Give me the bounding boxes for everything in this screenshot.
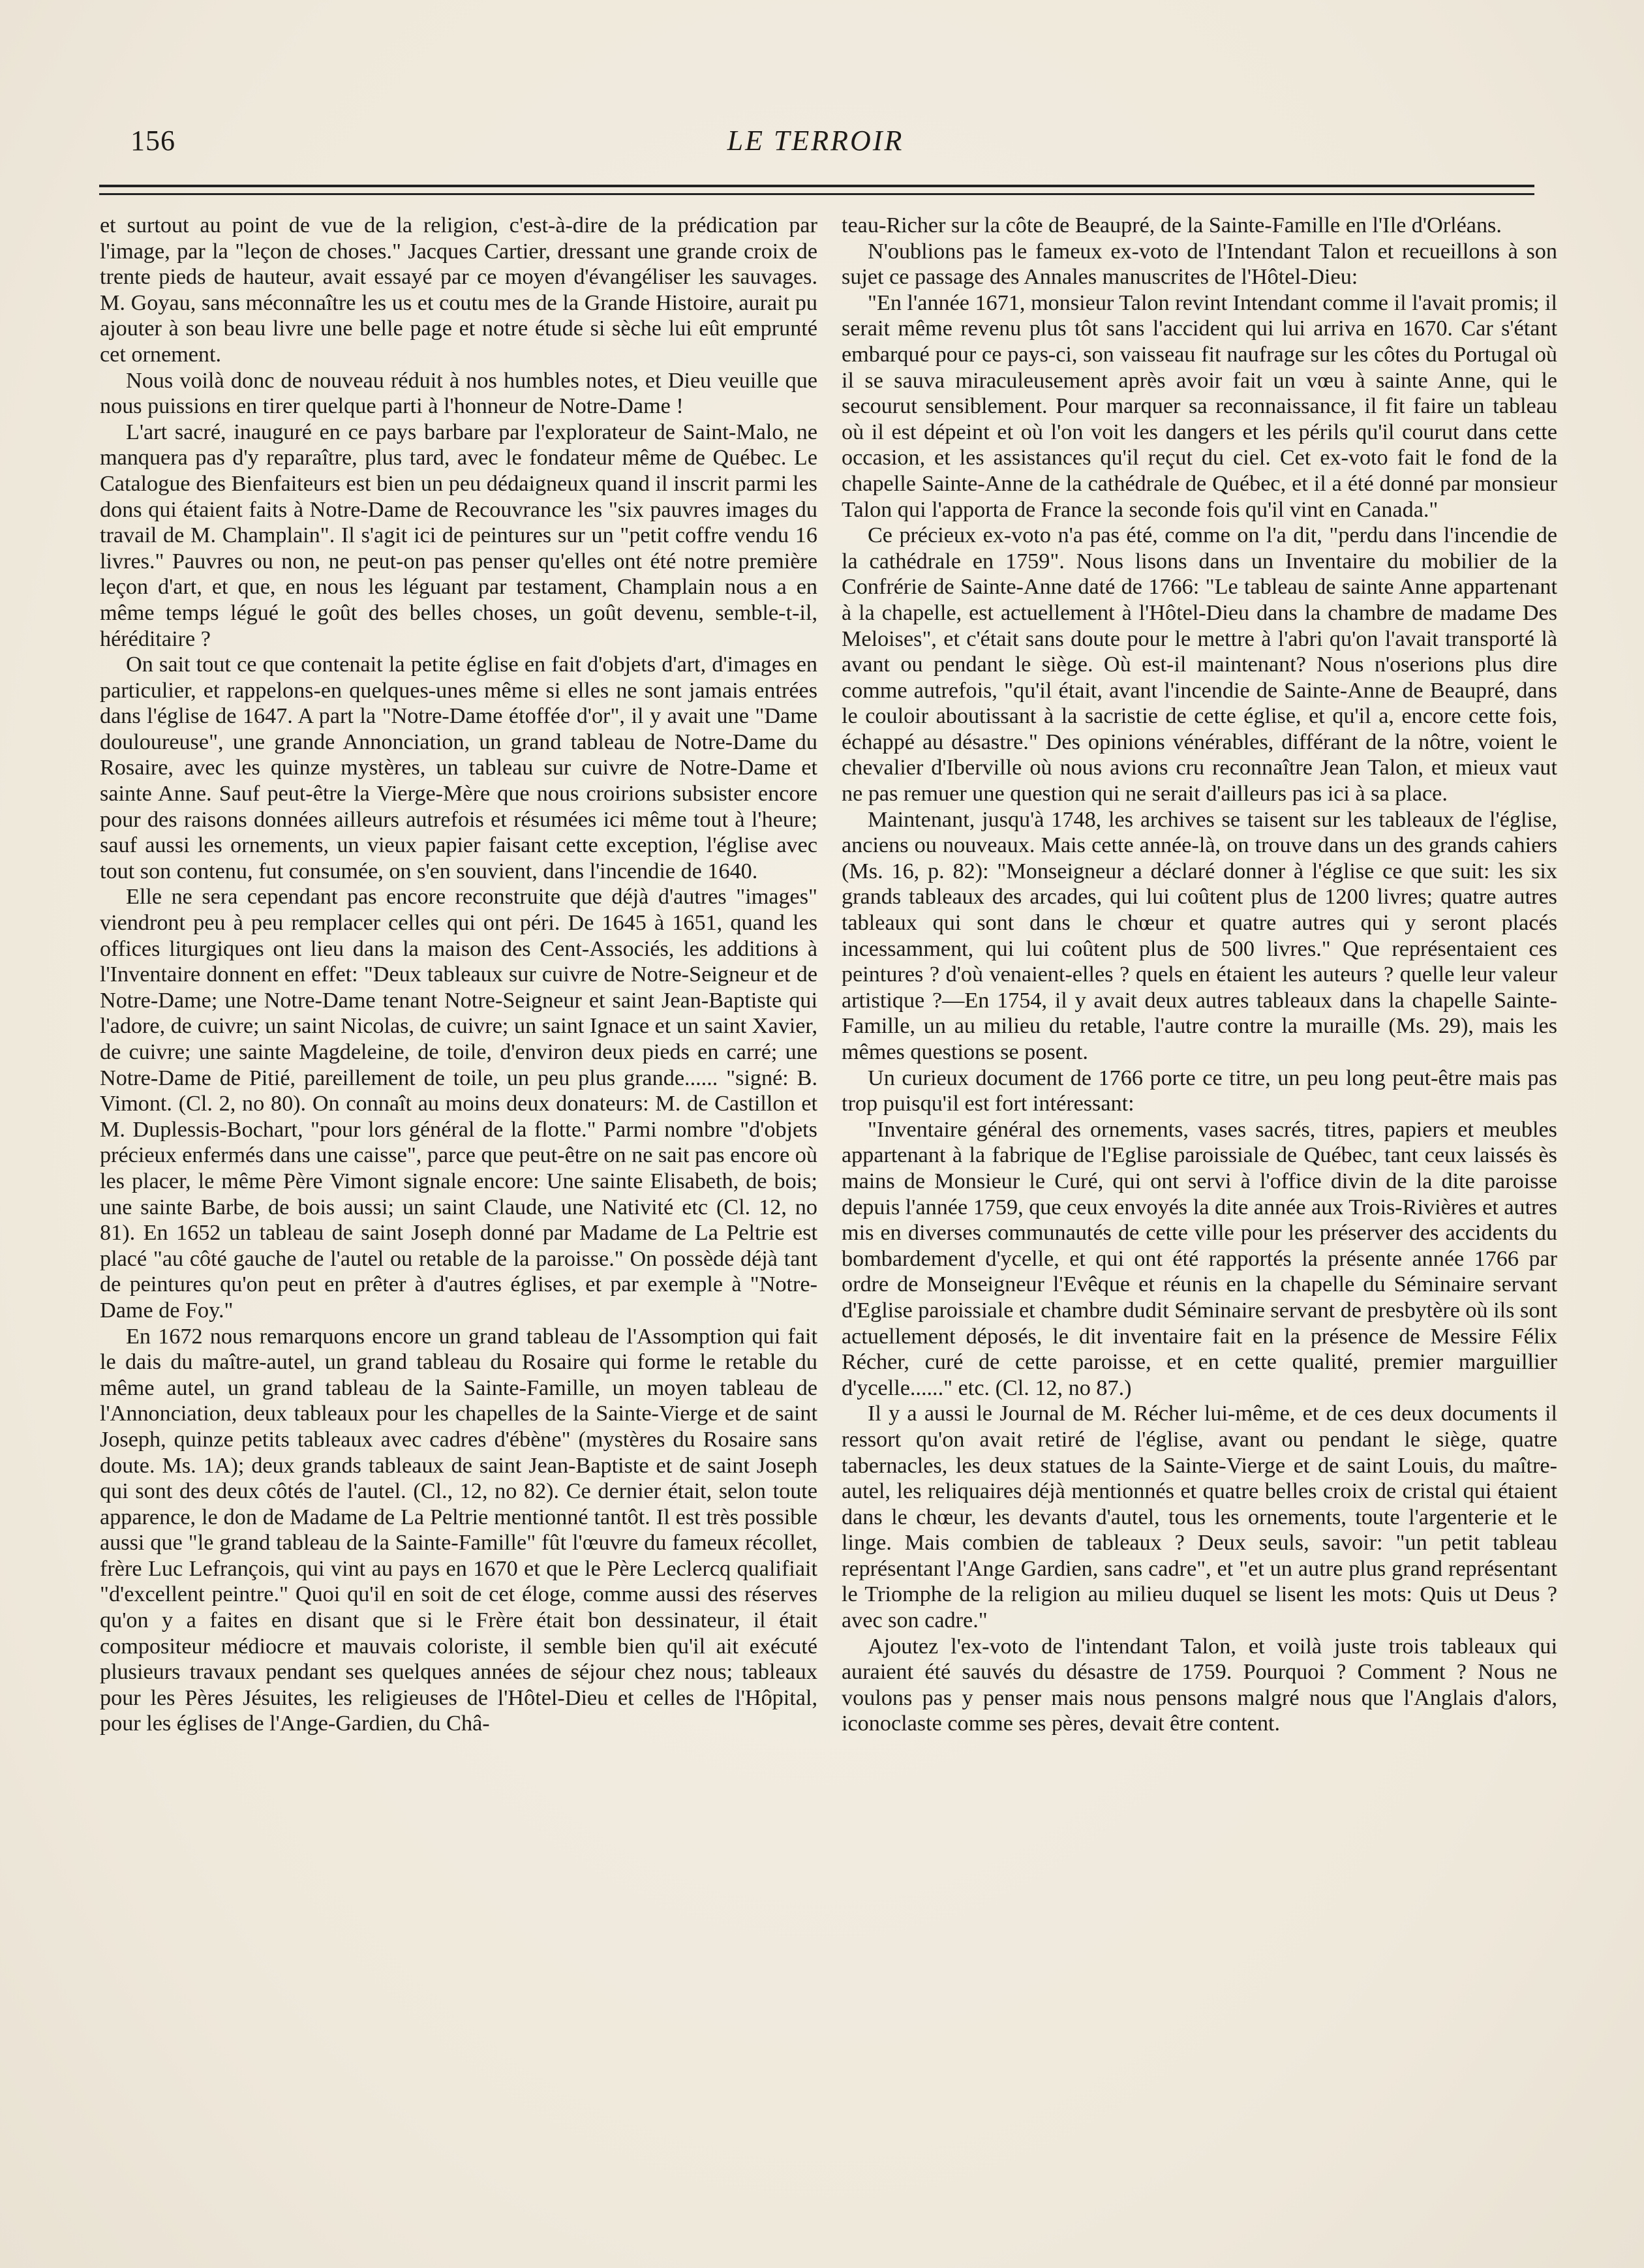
quoted-passage: "Inventaire général des ornements, vases sacrés, titres, papiers et meubles appartenant à la fabrique de l'Eglise paroissiale de Québec, tant ceux laissés ès mains de Monsieur le Curé, qui ont servi à l'office divin de la dite paroisse depuis l'année 1759, que ceux envoyés la dite année aux Trois-Rivières et autres mis en diverses communautés de cette ville pour les préserver des accidents du bombardement d'ycelle, et qui ont été rapportés la présente année 1766 par ordre de Monseigneur l'Evêque et réunis en la chapelle du Séminaire servant d'Eglise paroissiale et chambre dudit Séminaire servant de presbytère où ils sont actuellement déposés, le dit inventaire fait en la présence de Messire Félix Récher, curé de cette paroisse, et en cette qualité, premier marguillier d'ycelle......" etc. (Cl. 12, no 87.) — [842, 1117, 1558, 1400]
paragraph: Un curieux document de 1766 porte ce titre, un peu long peut-être mais pas trop puisqu'il est fort intéressant: — [842, 1065, 1557, 1116]
paragraph: On sait tout ce que contenait la petite église en fait d'objets d'art, d'images en particulier, et rappelons-en quelques-unes même si elles ne sont jamais entrées dans l'église de 1647. A part la "Notre-Dame étoffée d'or", il y avait une "Dame douloureuse", une grande Annonciation, un grand tableau de Notre-Dame du Rosaire, avec les quinze mystères, un tableau sur cuivre de Notre-Dame et sainte Anne. Sauf peut-être la Vierge-Mère que nous croirions subsister encore pour des raisons données ailleurs autrefois et résumées ici même tout à l'heure; sauf aussi les ornements, un vieux papier faisant cette exception, l'église avec tout son contenu, fut consumée, on s'en souvient, dans l'incendie de 1640. — [100, 652, 817, 883]
paragraph: Nous voilà donc de nouveau réduit à nos humbles notes, et Dieu veuille que nous puissions en tirer quelque parti à l'honneur de Notre-Dame ! — [100, 368, 817, 419]
header-rule-top — [99, 185, 1534, 187]
left-column — [100, 213, 817, 1737]
page-number: 156 — [130, 125, 175, 157]
paragraph: N'oublions pas le fameux ex-voto de l'Intendant Talon et recueillons à son sujet ce passage des Annales manuscrites de l'Hôtel-Dieu: — [842, 239, 1557, 290]
right-column — [842, 213, 1557, 1737]
header-rule-bottom — [99, 193, 1534, 195]
paragraph: Ce précieux ex-voto n'a pas été, comme on l'a dit, "perdu dans l'incendie de la cathédrale en 1759". Nous lisons dans un Inventaire du mobilier de la Confrérie de Sainte-Anne daté de 1766: "Le tableau de sainte Anne appartenant à la chapelle, est actuellement à l'Hôtel-Dieu dans la chambre de madame Des Meloises", et c'était sans doute pour le mettre à l'abri qu'on l'avait transporté là avant ou pendant le siège. Où est-il maintenant? Nous n'oserions plus dire comme autrefois, "qu'il était, avant l'incendie de Sainte-Anne de Beaupré, dans le couloir aboutissant à la sacristie de cette église, et qu'il a, encore cette fois, échappé au désastre." Des opinions vénérables, différant de la nôtre, voient le chevalier d'Iberville où nous avions cru reconnaître Jean Talon, et mieux vaut ne pas remuer une question qui ne serait d'ailleurs pas ici à sa place. — [842, 523, 1557, 806]
paragraph: Ajoutez l'ex-voto de l'intendant Talon, et voilà juste trois tableaux qui auraient été sauvés du désastre de 1759. Pourquoi ? Comment ? Nous ne voulons pas y penser mais nous pensons malgré nous que l'Anglais d'alors, iconoclaste comme ses pères, devait être content. — [842, 1634, 1557, 1736]
paragraph: Maintenant, jusqu'à 1748, les archives se taisent sur les tableaux de l'église, anciens ou nouveaux. Mais cette année-là, on trouve dans un des grands cahiers (Ms. 16, p. 82): "Monseigneur a déclaré donner à l'église ce que suit: les six grands tableaux des arcades, qui lui coûtent plus de 1200 livres; quatre autres tableaux qui sont dans le chœur et quatre autres qui y seront placés incessamment, qui lui coûtent plus de 500 livres." Que représentaient ces peintures ? d'où venaient-elles ? quels en étaient les auteurs ? quelle leur valeur artistique ?—En 1754, il y avait deux autres tableaux dans la chapelle Sainte-Famille, un au milieu du retable, l'autre contre la muraille (Ms. 29), mais les mêmes questions se posent. — [842, 807, 1557, 1064]
paragraph: et surtout au point de vue de la religion, c'est-à-dire de la prédication par l'image, par la "leçon de choses." Jacques Cartier, dressant une grande croix de trente pieds de hauteur, avait essayé par ce moyen d'évangéliser les sauvages. M. Goyau, sans méconnaître les us et coutu mes de la Grande Histoire, aurait pu ajouter à son beau livre une belle page et notre étude si sèche lui eût emprunté cet ornement. — [100, 213, 817, 367]
quoted-passage: "En l'année 1671, monsieur Talon revint Intendant comme il l'avait promis; il serait même revenu plus tôt sans l'accident qui lui arriva en 1670. Car s'étant embarqué pour ce pays-ci, son vaisseau fit naufrage sur les côtes du Portugal où il se sauva miraculeusement après avoir fait un vœu à sainte Anne, qui le secourut sensiblement. Pour marquer sa reconnaissance, il fit faire un tableau où il est dépeint et où l'on voit les dangers et les périls qu'il courut dans cette occasion, et les assistances qu'il reçut du ciel. Cet ex-voto fait le fond de la chapelle Sainte-Anne de la cathédrale de Québec, et il a été donné par monsieur Talon qui l'apporta de France la seconde fois qu'il vint en Canada." — [842, 290, 1557, 522]
paragraph: teau-Richer sur la côte de Beaupré, de la Sainte-Famille en l'Ile d'Orléans. — [842, 213, 1502, 238]
paragraph: Il y a aussi le Journal de M. Récher lui-même, et de ces deux documents il ressort qu'on avait retiré de l'église, avant ou pendant le siège, quatre tabernacles, les deux statues de la Sainte-Vierge et de saint Louis, du maître-autel, les reliquaires déjà mentionnés et quatre belles croix de cristal qui étaient dans le chœur, les devants d'autel, tous les ornements, toute l'argenterie et le linge. Mais combien de tableaux ? Deux seuls, savoir: "un petit tableau représentant l'Ange Gardien, sans cadre", et "et un autre plus grand représentant le Triomphe de la religion au milieu duquel se lisent les mots: Quis ut Deus ? avec son cadre." — [842, 1402, 1557, 1633]
paragraph: L'art sacré, inauguré en ce pays barbare par l'explorateur de Saint-Malo, ne manquera pas d'y reparaître, plus tard, avec le fondateur même de Québec. Le Catalogue des Bienfaiteurs est bien un peu dédaigneux quand il inscrit parmi les dons qui étaient faits à Notre-Dame de Recouvrance les "six pauvres images du travail de M. Champlain". Il s'agit ici de peintures sur un "petit coffre vendu 16 livres." Pauvres ou non, ne peut-on pas penser qu'elles ont été notre première leçon d'art, et que, en nous les léguant par testament, Champlain nous a en même temps légué le goût des belles choses, un goût devenu, semble-t-il, héréditaire ? — [100, 420, 817, 651]
running-title: LE TERROIR — [727, 125, 904, 157]
paragraph: Elle ne sera cependant pas encore reconstruite que déjà d'autres "images" viendront peu à peu remplacer celles qui ont péri. De 1645 à 1651, quand les offices liturgiques ont lieu dans la maison des Cent-Associés, les additions à l'Inventaire donnent en effet: "Deux tableaux sur cuivre de Notre-Seigneur et de Notre-Dame; une Notre-Dame tenant Notre-Seigneur et saint Jean-Baptiste qui l'adore, de cuivre; un saint Nicolas, de cuivre; un saint Ignace et un saint Xavier, de cuivre; une sainte Magdeleine, de toile, d'environ deux pieds en carré; une Notre-Dame de Pitié, pareillement de toile, un peu plus grande...... "signé: B. Vimont. (Cl. 2, no 80). On connaît au moins deux donateurs: M. de Castillon et M. Duplessis-Bochart, "pour lors général de la flotte." Parmi nombre "d'objets précieux enfermés dans une caisse", parce que peut-être on ne sait pas encore où les placer, le même Père Vimont signale encore: Une sainte Elisabeth, de bois; une sainte Barbe, de bois aussi; un saint Claude, une Nativité etc (Cl. 12, no 81). En 1652 un tableau de saint Joseph donné par Madame de La Peltrie est placé "au côté gauche de l'autel ou retable de la paroisse." On possède déjà tant de peintures qu'on peut en prêter à d'autres églises, et par exemple à "Notre-Dame de Foy." — [100, 885, 817, 1323]
page-header — [98, 124, 1533, 170]
paragraph: En 1672 nous remarquons encore un grand tableau de l'Assomption qui fait le dais du maître-autel, un grand tableau du Rosaire qui forme le retable du même autel, un grand tableau de la Sainte-Famille, un moyen tableau de l'Annonciation, deux tableaux pour les chapelles de la Sainte-Vierge et de saint Joseph, quinze petits tableaux avec cadres d'ébène" (mystères du Rosaire sans doute. Ms. 1A); deux grands tableaux de saint Jean-Baptiste et de saint Joseph qui sont des deux côtés de l'autel. (Cl., 12, no 82). Ce dernier était, selon toute apparence, le don de Madame de La Peltrie mentionné tantôt. Il est très possible aussi que "le grand tableau de la Sainte-Famille" fût l'œuvre du fameux récollet, frère Luc Lefrançois, qui vint au pays en 1670 et que le Père Leclercq qualifiait "d'excellent peintre." Quoi qu'il en soit de cet éloge, comme aussi des réserves qu'on y a faites en disant que si le Frère était bon dessinateur, il était compositeur médiocre et mauvais coloriste, il semble bien qu'il ait exécuté plusieurs travaux pendant ses quelques années de séjour chez nous; tableaux pour les Pères Jésuites, les religieuses de l'Hôtel-Dieu et celles de l'Hôpital, pour les églises de l'Ange-Gardien, du Châ- — [100, 1324, 817, 1736]
